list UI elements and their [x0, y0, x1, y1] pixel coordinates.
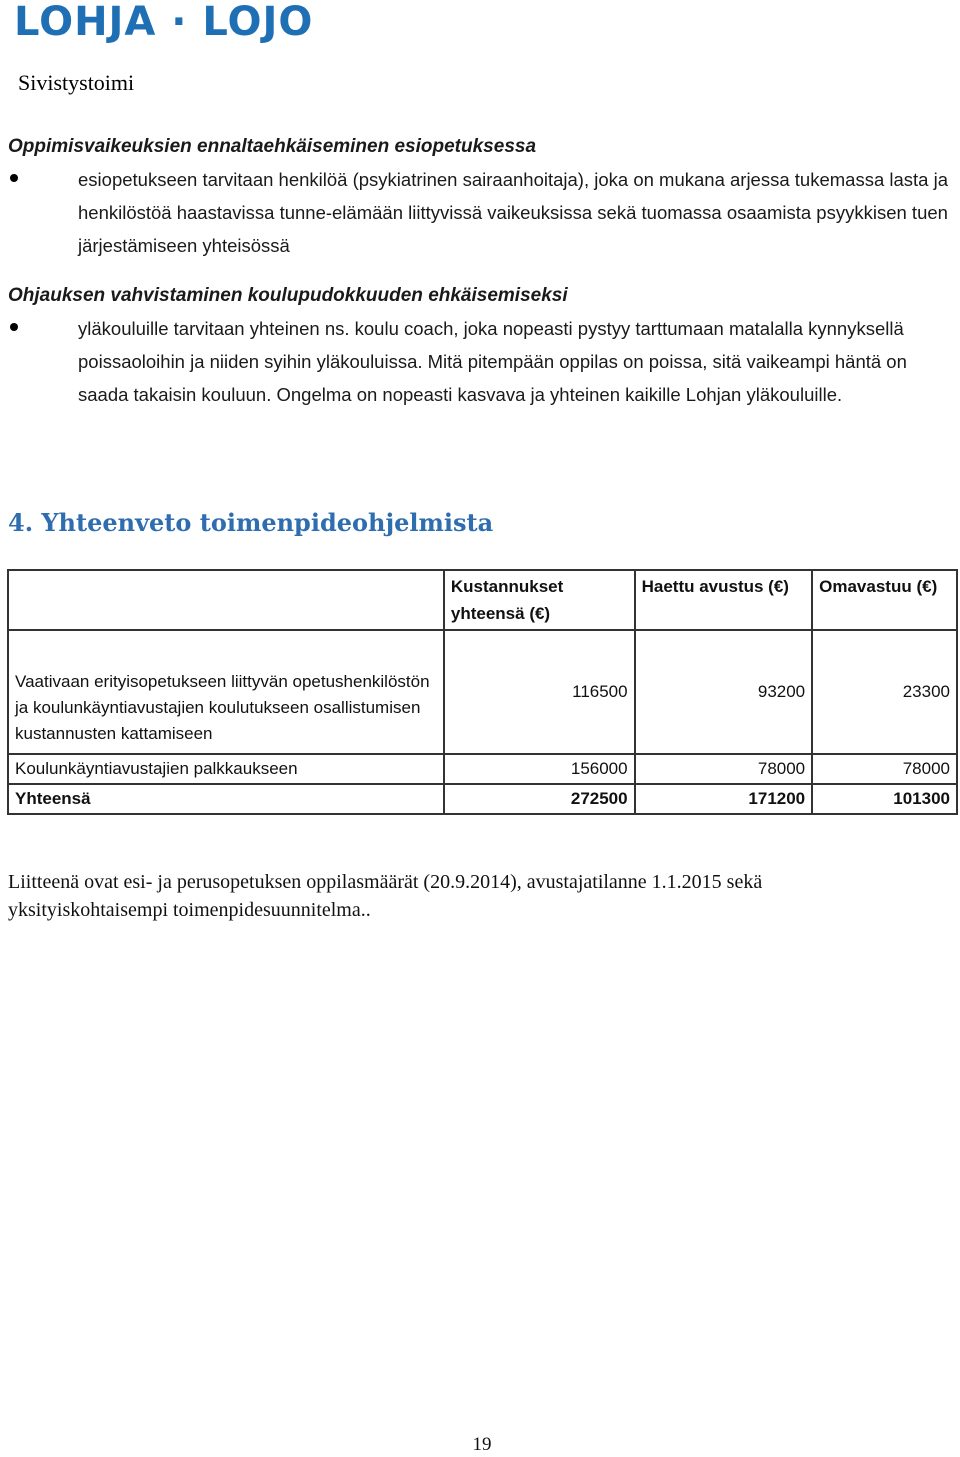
- table-total-row: [8, 784, 957, 814]
- cell-total: 272500: [444, 784, 635, 814]
- bullet-text: yläkouluille tarvitaan yhteinen ns. koulu coach, joka nopeasti pystyy tarttumaan matalalla kynnyksellä poissaoloihin ja niiden syihin yläkouluissa. Mitä pitempään oppilas on poissa, sitä vaikeampi häntä on saada takaisin kouluun. Ongelma on nopeasti kasvava ja yhteinen kaikille Lohjan yläkouluille.: [78, 318, 907, 405]
- list-item: [8, 163, 948, 262]
- table-row: [8, 630, 957, 754]
- department-name: Sivistystoimi: [18, 70, 135, 95]
- column-header-own: Omavastuu (€): [812, 570, 957, 630]
- row-label: Yhteensä: [8, 784, 444, 814]
- column-header-total: Kustannukset yhteensä (€): [444, 570, 635, 630]
- summary-heading: 4. Yhteenveto toimenpideohjelmista: [8, 508, 494, 537]
- bullet-icon: [10, 174, 18, 182]
- section-preschool: [8, 133, 948, 262]
- cell-total: 156000: [444, 754, 635, 784]
- cell-own: 78000: [812, 754, 957, 784]
- list-item: [8, 312, 948, 411]
- cell-total: 116500: [444, 630, 635, 754]
- section-title: Ohjauksen vahvistaminen koulupudokkuuden ehkäisemiseksi: [8, 285, 568, 306]
- cell-grant: 93200: [635, 630, 813, 754]
- logo: LOHJA · LOJO: [14, 0, 314, 45]
- cell-grant: 171200: [635, 784, 813, 814]
- section-guidance: [8, 282, 948, 411]
- row-label: Koulunkäyntiavustajien palkkaukseen: [8, 754, 444, 784]
- column-header-grant: Haettu avustus (€): [635, 570, 813, 630]
- page-number: 19: [472, 1434, 492, 1455]
- table-row: [8, 754, 957, 784]
- bullet-text: esiopetukseen tarvitaan henkilöä (psykiatrinen sairaanhoitaja), joka on mukana arjessa tukemassa lasta ja henkilöstöä haastavissa tunne-elämään liittyvissä vaikeuksissa sekä tuomassa osaamista psyykkisen tuen järjestämiseen yhteisössä: [78, 169, 948, 256]
- cell-own: 23300: [812, 630, 957, 754]
- attachment-note: Liitteenä ovat esi- ja perusopetuksen oppilasmäärät (20.9.2014), avustajatilanne 1.1.2015 sekä yksityiskohtaisempi toimenpidesuunnitelma..: [8, 871, 763, 921]
- section-title: Oppimisvaikeuksien ennaltaehkäiseminen esiopetuksessa: [8, 136, 537, 157]
- summary-table: [7, 569, 958, 815]
- cell-own: 101300: [812, 784, 957, 814]
- row-label: Vaativaan erityisopetukseen liittyvän opetushenkilöstön ja koulunkäyntiavustajien koulutukseen osallistumisen kustannusten kattamiseen: [8, 630, 444, 754]
- table-header-row: [8, 570, 957, 630]
- bullet-icon: [10, 323, 18, 331]
- cell-grant: 78000: [635, 754, 813, 784]
